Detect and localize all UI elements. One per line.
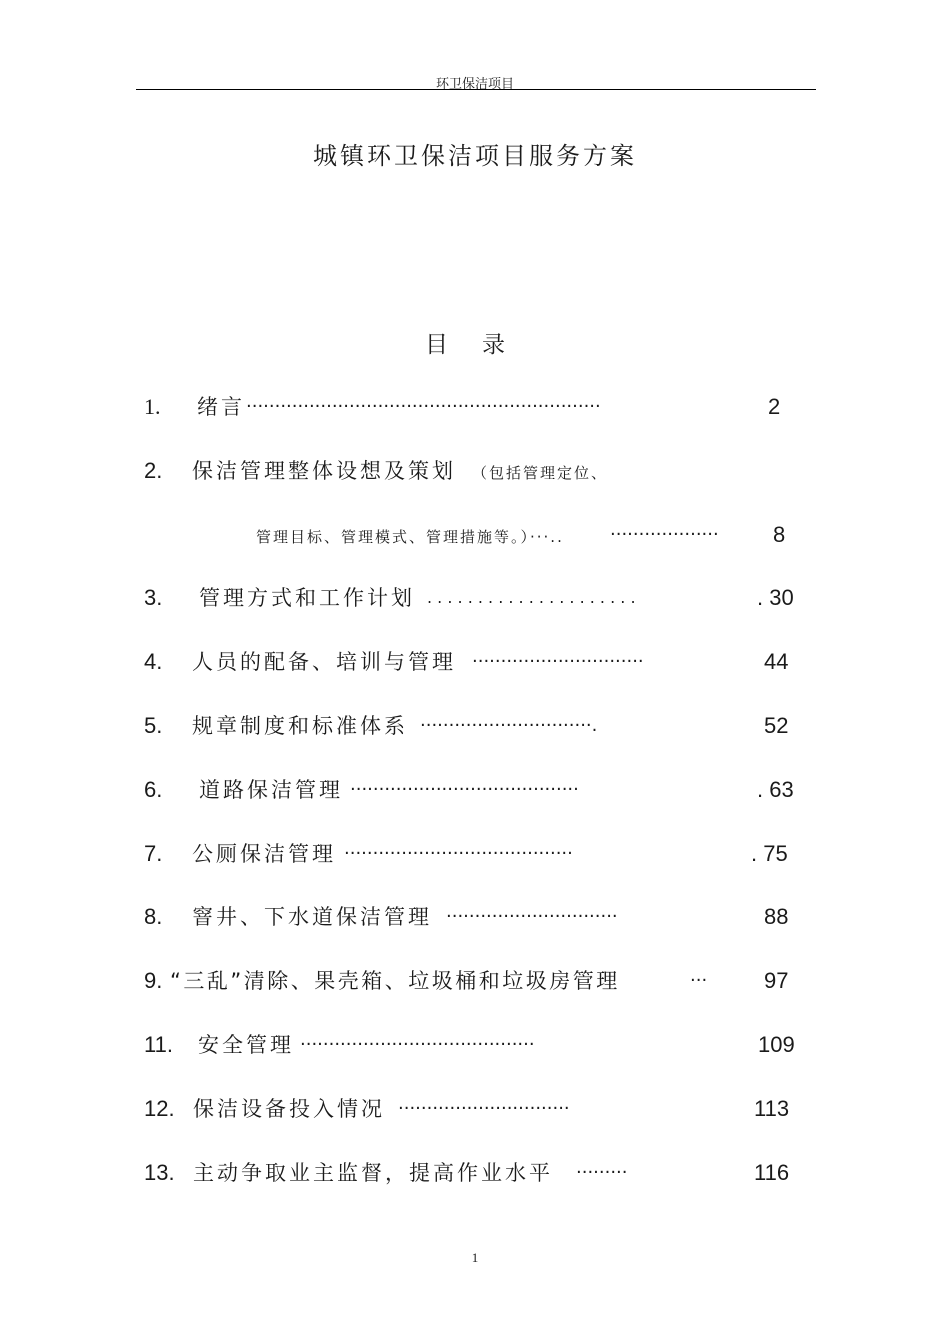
toc-entry-page: 52 bbox=[764, 713, 789, 738]
toc-entry-page: . 30 bbox=[757, 585, 794, 610]
toc-entry-leader: ········································ bbox=[344, 843, 573, 864]
page-number: 1 bbox=[471, 1250, 479, 1265]
toc-entry[interactable] bbox=[0, 1092, 950, 1126]
toc-entry[interactable] bbox=[0, 1028, 950, 1062]
toc-entry-page: 116 bbox=[754, 1160, 790, 1185]
toc-entry-leader: ······························ bbox=[398, 1098, 570, 1119]
toc-entry-page: 8 bbox=[773, 522, 786, 547]
toc-entry-number: 4. bbox=[144, 649, 163, 674]
toc-entry-label: 主动争取业主监督，提高作业水平 bbox=[193, 1161, 553, 1185]
toc-entry-leader: ········· bbox=[576, 1162, 628, 1183]
toc-entry-label: “三乱”清除、果壳箱、垃圾桶和垃圾房管理 bbox=[170, 969, 620, 993]
toc-entry-number: 7. bbox=[144, 841, 163, 866]
toc-entry-page: 88 bbox=[764, 904, 789, 929]
toc-entry[interactable] bbox=[0, 1156, 950, 1190]
toc-entry-label-cont: 管理目标、管理模式、管理措施等。）···.. bbox=[256, 528, 564, 546]
toc-entry-leader: ······························································ bbox=[246, 396, 601, 417]
toc-entry[interactable] bbox=[0, 964, 950, 998]
toc-entry-continuation[interactable] bbox=[0, 518, 950, 552]
toc-entry-number: 6. bbox=[144, 777, 163, 802]
toc-entry-number: 5. bbox=[144, 713, 163, 738]
toc-entry-number: 8. bbox=[144, 904, 163, 929]
toc-entry[interactable] bbox=[0, 390, 950, 424]
toc-entry[interactable] bbox=[0, 581, 950, 615]
toc-entry-label: 管理方式和工作计划 bbox=[199, 586, 415, 610]
toc-entry-label: 道路保洁管理 bbox=[199, 778, 343, 802]
toc-entry[interactable] bbox=[0, 454, 950, 488]
toc-entry-page: 44 bbox=[764, 649, 789, 674]
toc-entry-label: 安全管理 bbox=[198, 1033, 294, 1057]
toc-entry-number: 1. bbox=[144, 394, 161, 419]
toc-heading-right: 录 bbox=[482, 332, 505, 358]
toc-entry-label: 规章制度和标准体系 bbox=[192, 714, 408, 738]
toc-entry-page: . 63 bbox=[757, 777, 794, 802]
toc-entry-leader: ··· bbox=[690, 970, 708, 991]
toc-entry[interactable] bbox=[0, 709, 950, 743]
toc-heading bbox=[0, 326, 930, 359]
toc-entry-label: 公厕保洁管理 bbox=[192, 842, 336, 866]
toc-entry[interactable] bbox=[0, 900, 950, 934]
toc-entry-page: 2 bbox=[768, 394, 781, 419]
document-title: 城镇环卫保洁项目服务方案 bbox=[313, 142, 637, 170]
toc-entry-leader: ··················· bbox=[610, 524, 719, 545]
toc-entry-label-note: （包括管理定位、 bbox=[472, 464, 609, 482]
toc-entry-number: 2. bbox=[144, 458, 163, 483]
toc-entry-leader: ······························. bbox=[420, 715, 598, 736]
toc-entry[interactable] bbox=[0, 773, 950, 807]
toc-entry-page: . 75 bbox=[751, 841, 788, 866]
toc-entry-leader: ······························ bbox=[472, 651, 644, 672]
toc-entry-leader: ········································· bbox=[300, 1034, 535, 1055]
toc-entry-leader: ········································ bbox=[350, 779, 579, 800]
toc-entry-page: 109 bbox=[758, 1032, 795, 1057]
toc-entry-number: 9. bbox=[144, 968, 163, 993]
toc-entry-number: 3. bbox=[144, 585, 163, 610]
toc-entry[interactable] bbox=[0, 645, 950, 679]
toc-entry[interactable] bbox=[0, 837, 950, 871]
toc-entry-label: 保洁设备投入情况 bbox=[193, 1097, 385, 1121]
toc-entry-number: 11. bbox=[144, 1032, 173, 1057]
toc-entry-number: 13. bbox=[144, 1160, 175, 1185]
toc-entry-label: 保洁管理整体设想及策划 bbox=[192, 459, 456, 483]
toc-heading-left: 目 bbox=[425, 332, 448, 358]
toc-entry-number: 12. bbox=[144, 1096, 175, 1121]
toc-entry-label: 窨井、下水道保洁管理 bbox=[192, 905, 432, 929]
toc-entry-leader: ······························ bbox=[446, 906, 618, 927]
toc-entry-page: 113 bbox=[754, 1096, 790, 1121]
toc-entry-label: 绪言 bbox=[197, 395, 245, 419]
header-rule bbox=[136, 89, 816, 90]
running-header: 环卫保洁项目 bbox=[435, 77, 514, 92]
toc-entry-label: 人员的配备、培训与管理 bbox=[192, 650, 456, 674]
toc-entry-page: 97 bbox=[764, 968, 789, 993]
toc-entry-leader: . . . . . . . . . . . . . . . . . . . . . bbox=[427, 588, 636, 607]
